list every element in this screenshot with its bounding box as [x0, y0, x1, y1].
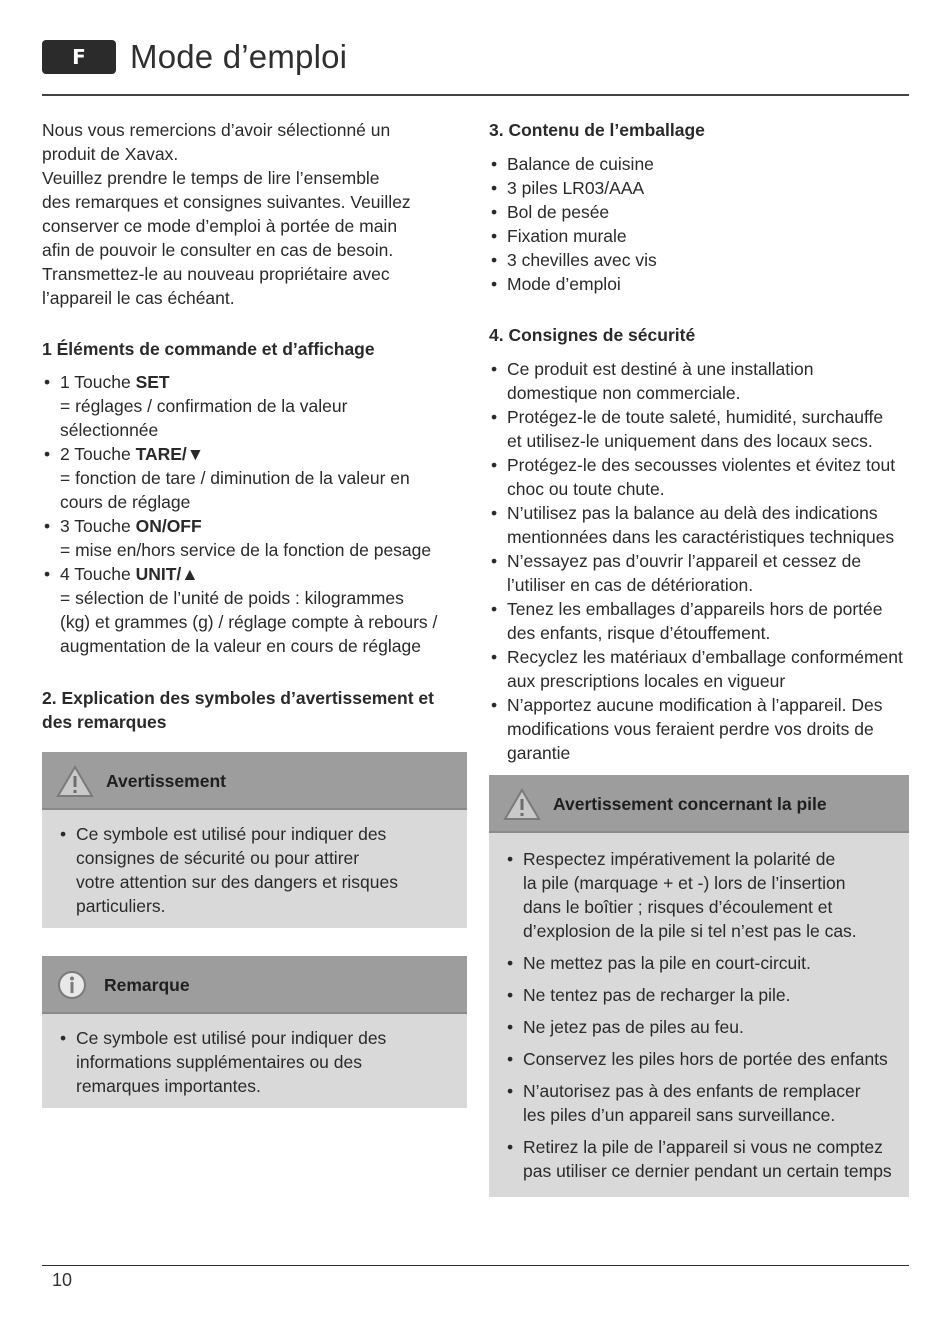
- item-prefix: 2 Touche: [60, 444, 136, 464]
- text-line: remarques importantes.: [76, 1076, 261, 1096]
- heading-line: des remarques: [42, 712, 167, 732]
- text-line: mentionnées dans les caractéristiques techniques: [507, 527, 895, 547]
- text-line: consignes de sécurité ou pour attirer: [76, 848, 360, 868]
- list-item: [489, 405, 909, 453]
- text-line: choc ou toute chute.: [507, 479, 665, 499]
- item-desc: = fonction de tare / diminution de la valeur en: [60, 468, 410, 488]
- intro-line: afin de pouvoir le consulter en cas de besoin.: [42, 240, 394, 260]
- text-line: modifications vous feraient perdre vos droits de: [507, 719, 874, 739]
- text-line: • Ce produit est destiné à une installation: [507, 359, 814, 379]
- list-item: [505, 1079, 897, 1127]
- text-line: informations supplémentaires ou des: [76, 1052, 362, 1072]
- info-icon: [56, 969, 88, 1001]
- note-box-body: [42, 1014, 467, 1108]
- item-desc: sélectionnée: [60, 420, 159, 440]
- key-name: UNIT/▲: [135, 564, 199, 584]
- right-column: [489, 118, 909, 1197]
- text-line: l’utiliser en cas de détérioration.: [507, 575, 754, 595]
- contents-list: [489, 152, 909, 296]
- text-line: les piles d’un appareil sans surveillance.: [523, 1105, 836, 1125]
- battery-warning-box: [489, 775, 909, 1197]
- note-box-header: [42, 956, 467, 1014]
- key-name: TARE/▼: [135, 444, 205, 464]
- item-prefix: 1 Touche: [60, 372, 136, 392]
- page-title: Mode d’emploi: [130, 38, 348, 75]
- intro-line: des remarques et consignes suivantes. Veuillez: [42, 192, 411, 212]
- text-line: garantie: [507, 743, 571, 763]
- battery-warning-label: Avertissement concernant la pile: [553, 794, 827, 814]
- intro-line: l’appareil le cas échéant.: [42, 288, 235, 308]
- item-desc: = sélection de l’unité de poids : kilogrammes: [60, 588, 404, 608]
- item-desc: (kg) et grammes (g) / réglage compte à rebours /: [60, 612, 438, 632]
- safety-list: [489, 357, 909, 765]
- intro-paragraph: [42, 118, 467, 310]
- list-item: [489, 645, 909, 693]
- header-rule: [42, 94, 909, 96]
- intro-line: conserver ce mode d’emploi à portée de main: [42, 216, 398, 236]
- text-line: d’explosion de la pile si tel n’est pas le cas.: [523, 921, 857, 941]
- warning-triangle-icon: [503, 787, 541, 821]
- text-line: pas utiliser ce dernier pendant un certain temps: [523, 1161, 892, 1181]
- warning-triangle-icon: [56, 764, 94, 798]
- text-line: et utilisez-le uniquement dans des locaux secs.: [507, 431, 873, 451]
- intro-line: Veuillez prendre le temps de lire l’ensemble: [42, 168, 380, 188]
- warning-box-header: [42, 752, 467, 810]
- text-line: • Retirez la pile de l’appareil si vous ne comptez: [523, 1137, 883, 1157]
- text-line: • Ne tentez pas de recharger la pile.: [523, 985, 791, 1005]
- text-line: des enfants, risque d’étouffement.: [507, 623, 771, 643]
- item-desc: augmentation de la valeur en cours de réglage: [60, 636, 421, 656]
- list-item: [489, 453, 909, 501]
- footer-rule: [42, 1265, 909, 1266]
- list-item: • Mode d’emploi: [489, 272, 909, 296]
- list-item: [42, 442, 467, 514]
- list-item: [42, 370, 467, 442]
- list-item: [489, 549, 909, 597]
- battery-warning-body: [489, 833, 909, 1197]
- note-label: Remarque: [104, 975, 190, 995]
- warning-box-body: [42, 810, 467, 928]
- language-badge: F: [42, 40, 116, 74]
- text-line: • N’autorisez pas à des enfants de remplacer: [523, 1081, 861, 1101]
- list-item: [42, 562, 467, 658]
- text-line: dans le boîtier ; risques d’écoulement et: [523, 897, 833, 917]
- list-item: [58, 822, 451, 918]
- section2-heading: [42, 686, 467, 734]
- intro-line: Transmettez-le au nouveau propriétaire avec: [42, 264, 390, 284]
- list-item: [58, 1026, 451, 1098]
- battery-list: [505, 847, 897, 1183]
- text-line: aux prescriptions locales en vigueur: [507, 671, 786, 691]
- list-item: [505, 983, 897, 1007]
- list-item: [505, 951, 897, 975]
- text-line: • Conservez les piles hors de portée des enfants: [523, 1049, 888, 1069]
- text-line: domestique non commerciale.: [507, 383, 741, 403]
- list-item: [489, 357, 909, 405]
- list-item: [505, 847, 897, 943]
- text-line: votre attention sur des dangers et risques: [76, 872, 398, 892]
- text-line: • Recyclez les matériaux d’emballage conformément: [507, 647, 903, 667]
- text-line: • Protégez-le de toute saleté, humidité, surchauffe: [507, 407, 884, 427]
- item-desc: = mise en/hors service de la fonction de pesage: [60, 540, 432, 560]
- text-line: • Ne mettez pas la pile en court-circuit.: [523, 953, 811, 973]
- text-line: • Ce symbole est utilisé pour indiquer des: [76, 1028, 387, 1048]
- page-header: [42, 38, 347, 76]
- warning-box: [42, 752, 467, 928]
- page-number: 10: [52, 1270, 73, 1290]
- list-item: • 3 piles LR03/AAA: [489, 176, 909, 200]
- warning-text: [58, 822, 451, 918]
- note-text: [58, 1026, 451, 1098]
- text-line: • N’apportez aucune modification à l’appareil. Des: [507, 695, 883, 715]
- text-line: • Ne jetez pas de piles au feu.: [523, 1017, 744, 1037]
- battery-warning-header: [489, 775, 909, 833]
- list-item: [42, 514, 467, 562]
- key-name: ON/OFF: [135, 516, 202, 536]
- text-line: • Tenez les emballages d’appareils hors de portée: [507, 599, 883, 619]
- text-line: la pile (marquage + et -) lors de l’insertion: [523, 873, 846, 893]
- list-item: [505, 1015, 897, 1039]
- controls-list: [42, 370, 467, 658]
- list-item: • Fixation murale: [489, 224, 909, 248]
- list-item: • Balance de cuisine: [489, 152, 909, 176]
- text-line: • Protégez-le des secousses violentes et évitez tout: [507, 455, 896, 475]
- warning-label: Avertissement: [106, 771, 226, 791]
- text-line: • N’utilisez pas la balance au delà des indications: [507, 503, 878, 523]
- section4-heading: 4. Consignes de sécurité: [489, 325, 696, 345]
- key-name: SET: [135, 372, 170, 392]
- intro-line: produit de Xavax.: [42, 144, 179, 164]
- list-item: [489, 693, 909, 765]
- item-desc: cours de réglage: [60, 492, 191, 512]
- list-item: [489, 501, 909, 549]
- section3-heading: 3. Contenu de l’emballage: [489, 120, 705, 140]
- list-item: [505, 1047, 897, 1071]
- text-line: • Respectez impérativement la polarité de: [523, 849, 836, 869]
- left-column: [42, 118, 467, 1108]
- item-desc: = réglages / confirmation de la valeur: [60, 396, 348, 416]
- list-item: [489, 597, 909, 645]
- text-line: particuliers.: [76, 896, 166, 916]
- item-prefix: 3 Touche: [60, 516, 136, 536]
- text-line: • Ce symbole est utilisé pour indiquer des: [76, 824, 387, 844]
- note-box: [42, 956, 467, 1108]
- item-prefix: 4 Touche: [60, 564, 136, 584]
- intro-line: Nous vous remercions d’avoir sélectionné un: [42, 120, 391, 140]
- heading-line: 2. Explication des symboles d’avertissement et: [42, 688, 434, 708]
- section1-heading: 1 Éléments de commande et d’affichage: [42, 339, 375, 359]
- text-line: • N’essayez pas d’ouvrir l’appareil et cessez de: [507, 551, 862, 571]
- list-item: • Bol de pesée: [489, 200, 909, 224]
- list-item: • 3 chevilles avec vis: [489, 248, 909, 272]
- list-item: [505, 1135, 897, 1183]
